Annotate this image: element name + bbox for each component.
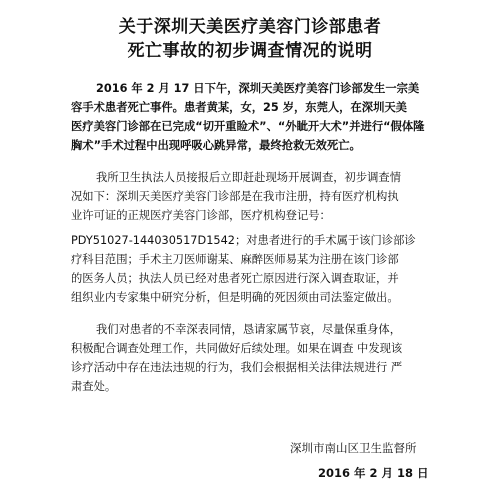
document-title-line-1: 关于深圳天美医疗美容门诊部患者: [118, 17, 382, 37]
paragraph-1-line: 2016 年 2 月 17 日下午，深圳天美医疗美容门诊部发生一宗美: [96, 82, 420, 95]
paragraph-2-line: PDY51027-144030517D1542；对患者进行的手术属于该门诊部诊: [71, 234, 416, 247]
paragraph-3-line: 积极配合调查处理工作，共同做好后续处理。如果在调查 中发现该: [71, 342, 403, 355]
issuer-name: 深圳市南山区卫生监督所: [290, 441, 417, 455]
paragraph-3-line: 肃查处。: [71, 380, 117, 393]
paragraph-1-line: 胸术”手术过程中出现呼吸心跳异常，最终抢救无效死亡。: [71, 139, 361, 152]
issue-date: 2016 年 2 月 18 日: [318, 466, 429, 480]
paragraph-1-line: 容手术患者死亡事件。患者黄某，女，25 岁，东莞人，在深圳天美: [71, 101, 407, 114]
paragraph-2-line: 我所卫生执法人员接报后立即赶赴现场开展调查，初步调查情: [96, 171, 402, 184]
paragraph-3-line: 我们对患者的不幸深表同情，恳请家属节哀，尽量保重身体，: [96, 323, 402, 336]
paragraph-2-line: 疗科目范围；手术主刀医师谢某、麻醉医师易某为注册在该门诊部: [71, 253, 399, 266]
paragraph-2-line: 组织业内专家集中研究分析，但是明确的死因须由司法鉴定做出。: [71, 291, 399, 304]
paragraph-2-line: 的医务人员；执法人员已经对患者死亡原因进行深入调查取证，并: [71, 272, 399, 285]
document-title-line-2: 死亡事故的初步调查情况的说明: [127, 41, 373, 61]
paragraph-2-line: 况如下：深圳天美医疗美容门诊部是在我市注册，持有医疗机构执: [71, 190, 399, 203]
paragraph-2-line: 业许可证的正规医疗美容门诊部，医疗机构登记号：: [71, 209, 331, 222]
paragraph-1-line: 医疗美容门诊部在已完成“切开重睑术”、“外眦开大术”并进行“假体隆: [71, 120, 425, 133]
paragraph-3-line: 诊疗活动中存在违法违规的行为，我们会根据相关法律法规进行 严: [71, 361, 403, 374]
